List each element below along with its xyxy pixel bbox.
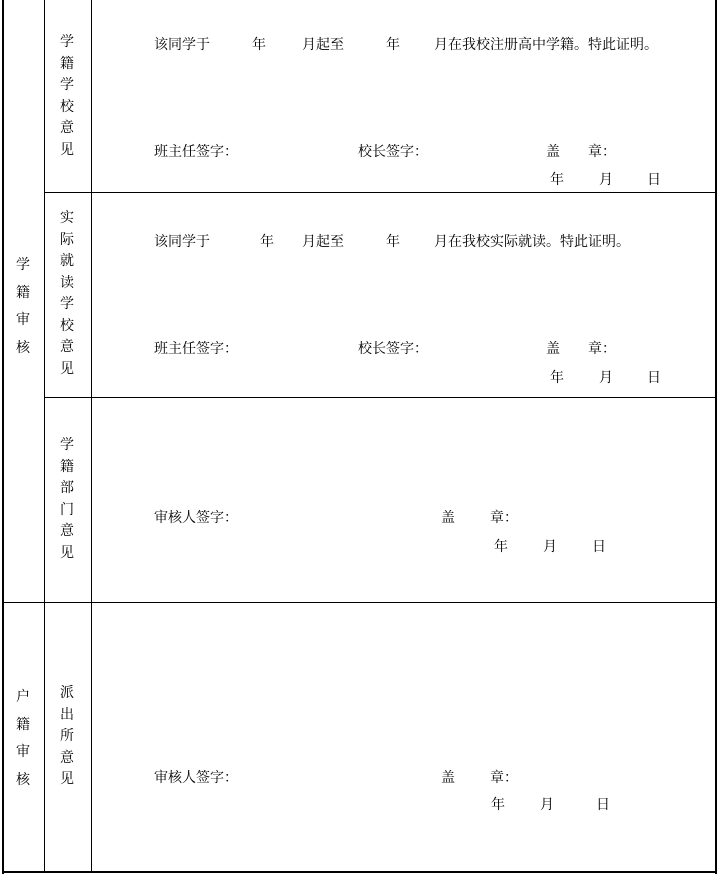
principal-signature-label: 校长签字： (358, 341, 428, 357)
table-border-right (715, 0, 717, 874)
reviewer-signature-label: 审核人签字： (154, 510, 238, 526)
head-teacher-signature-label: 班主任签字： (154, 341, 238, 357)
statement-suffix: 月在我校注册高中学籍。特此证明。 (434, 37, 658, 53)
date-month: 月 (599, 172, 613, 188)
date-month: 月 (540, 797, 554, 813)
section-label-enrollment-review: 学 籍 审 核 (16, 257, 30, 356)
statement-year-2: 年 (386, 234, 400, 250)
seal-label-a: 盖 (441, 770, 455, 786)
date-day: 日 (592, 539, 606, 555)
date-day: 日 (596, 797, 610, 813)
row-label-actual-school-opinion: 实 际 就 读 学 校 意 见 (60, 210, 74, 377)
statement-month-from: 月起至 (302, 37, 344, 53)
reviewer-signature-label: 审核人签字： (154, 770, 238, 786)
seal-label-b: 章： (588, 144, 616, 160)
statement-suffix: 月在我校实际就读。特此证明。 (434, 234, 630, 250)
statement-prefix: 该同学于 (154, 37, 210, 53)
row-divider-2 (44, 397, 716, 398)
row-label-enrollment-school-opinion: 学 籍 学 校 意 见 (60, 34, 74, 158)
section-label-household-review: 户 籍 审 核 (16, 689, 30, 788)
date-year: 年 (491, 797, 505, 813)
statement-prefix: 该同学于 (154, 234, 210, 250)
statement-year-2: 年 (386, 37, 400, 53)
date-year: 年 (494, 539, 508, 555)
statement-year-1: 年 (260, 234, 274, 250)
date-year: 年 (550, 172, 564, 188)
seal-label-a: 盖 (441, 510, 455, 526)
table-border-bottom (2, 871, 717, 873)
statement-year-1: 年 (252, 37, 266, 53)
row-divider-1 (44, 192, 716, 193)
date-day: 日 (647, 370, 661, 386)
row-divider-3 (2, 602, 716, 603)
seal-label-b: 章： (490, 770, 518, 786)
principal-signature-label: 校长签字： (358, 144, 428, 160)
date-month: 月 (543, 539, 557, 555)
date-day: 日 (647, 172, 661, 188)
date-year: 年 (550, 370, 564, 386)
seal-label-a: 盖 (546, 341, 560, 357)
date-month: 月 (599, 370, 613, 386)
head-teacher-signature-label: 班主任签字： (154, 144, 238, 160)
row-label-enrollment-department-opinion: 学 籍 部 门 意 见 (60, 437, 74, 561)
column-divider-1 (44, 0, 45, 873)
seal-label-b: 章： (588, 341, 616, 357)
table-border-left (2, 0, 4, 874)
seal-label-b: 章： (490, 510, 518, 526)
column-divider-2 (91, 0, 92, 873)
seal-label-a: 盖 (546, 144, 560, 160)
row-label-police-station-opinion: 派 出 所 意 见 (60, 685, 74, 787)
statement-month-from: 月起至 (302, 234, 344, 250)
